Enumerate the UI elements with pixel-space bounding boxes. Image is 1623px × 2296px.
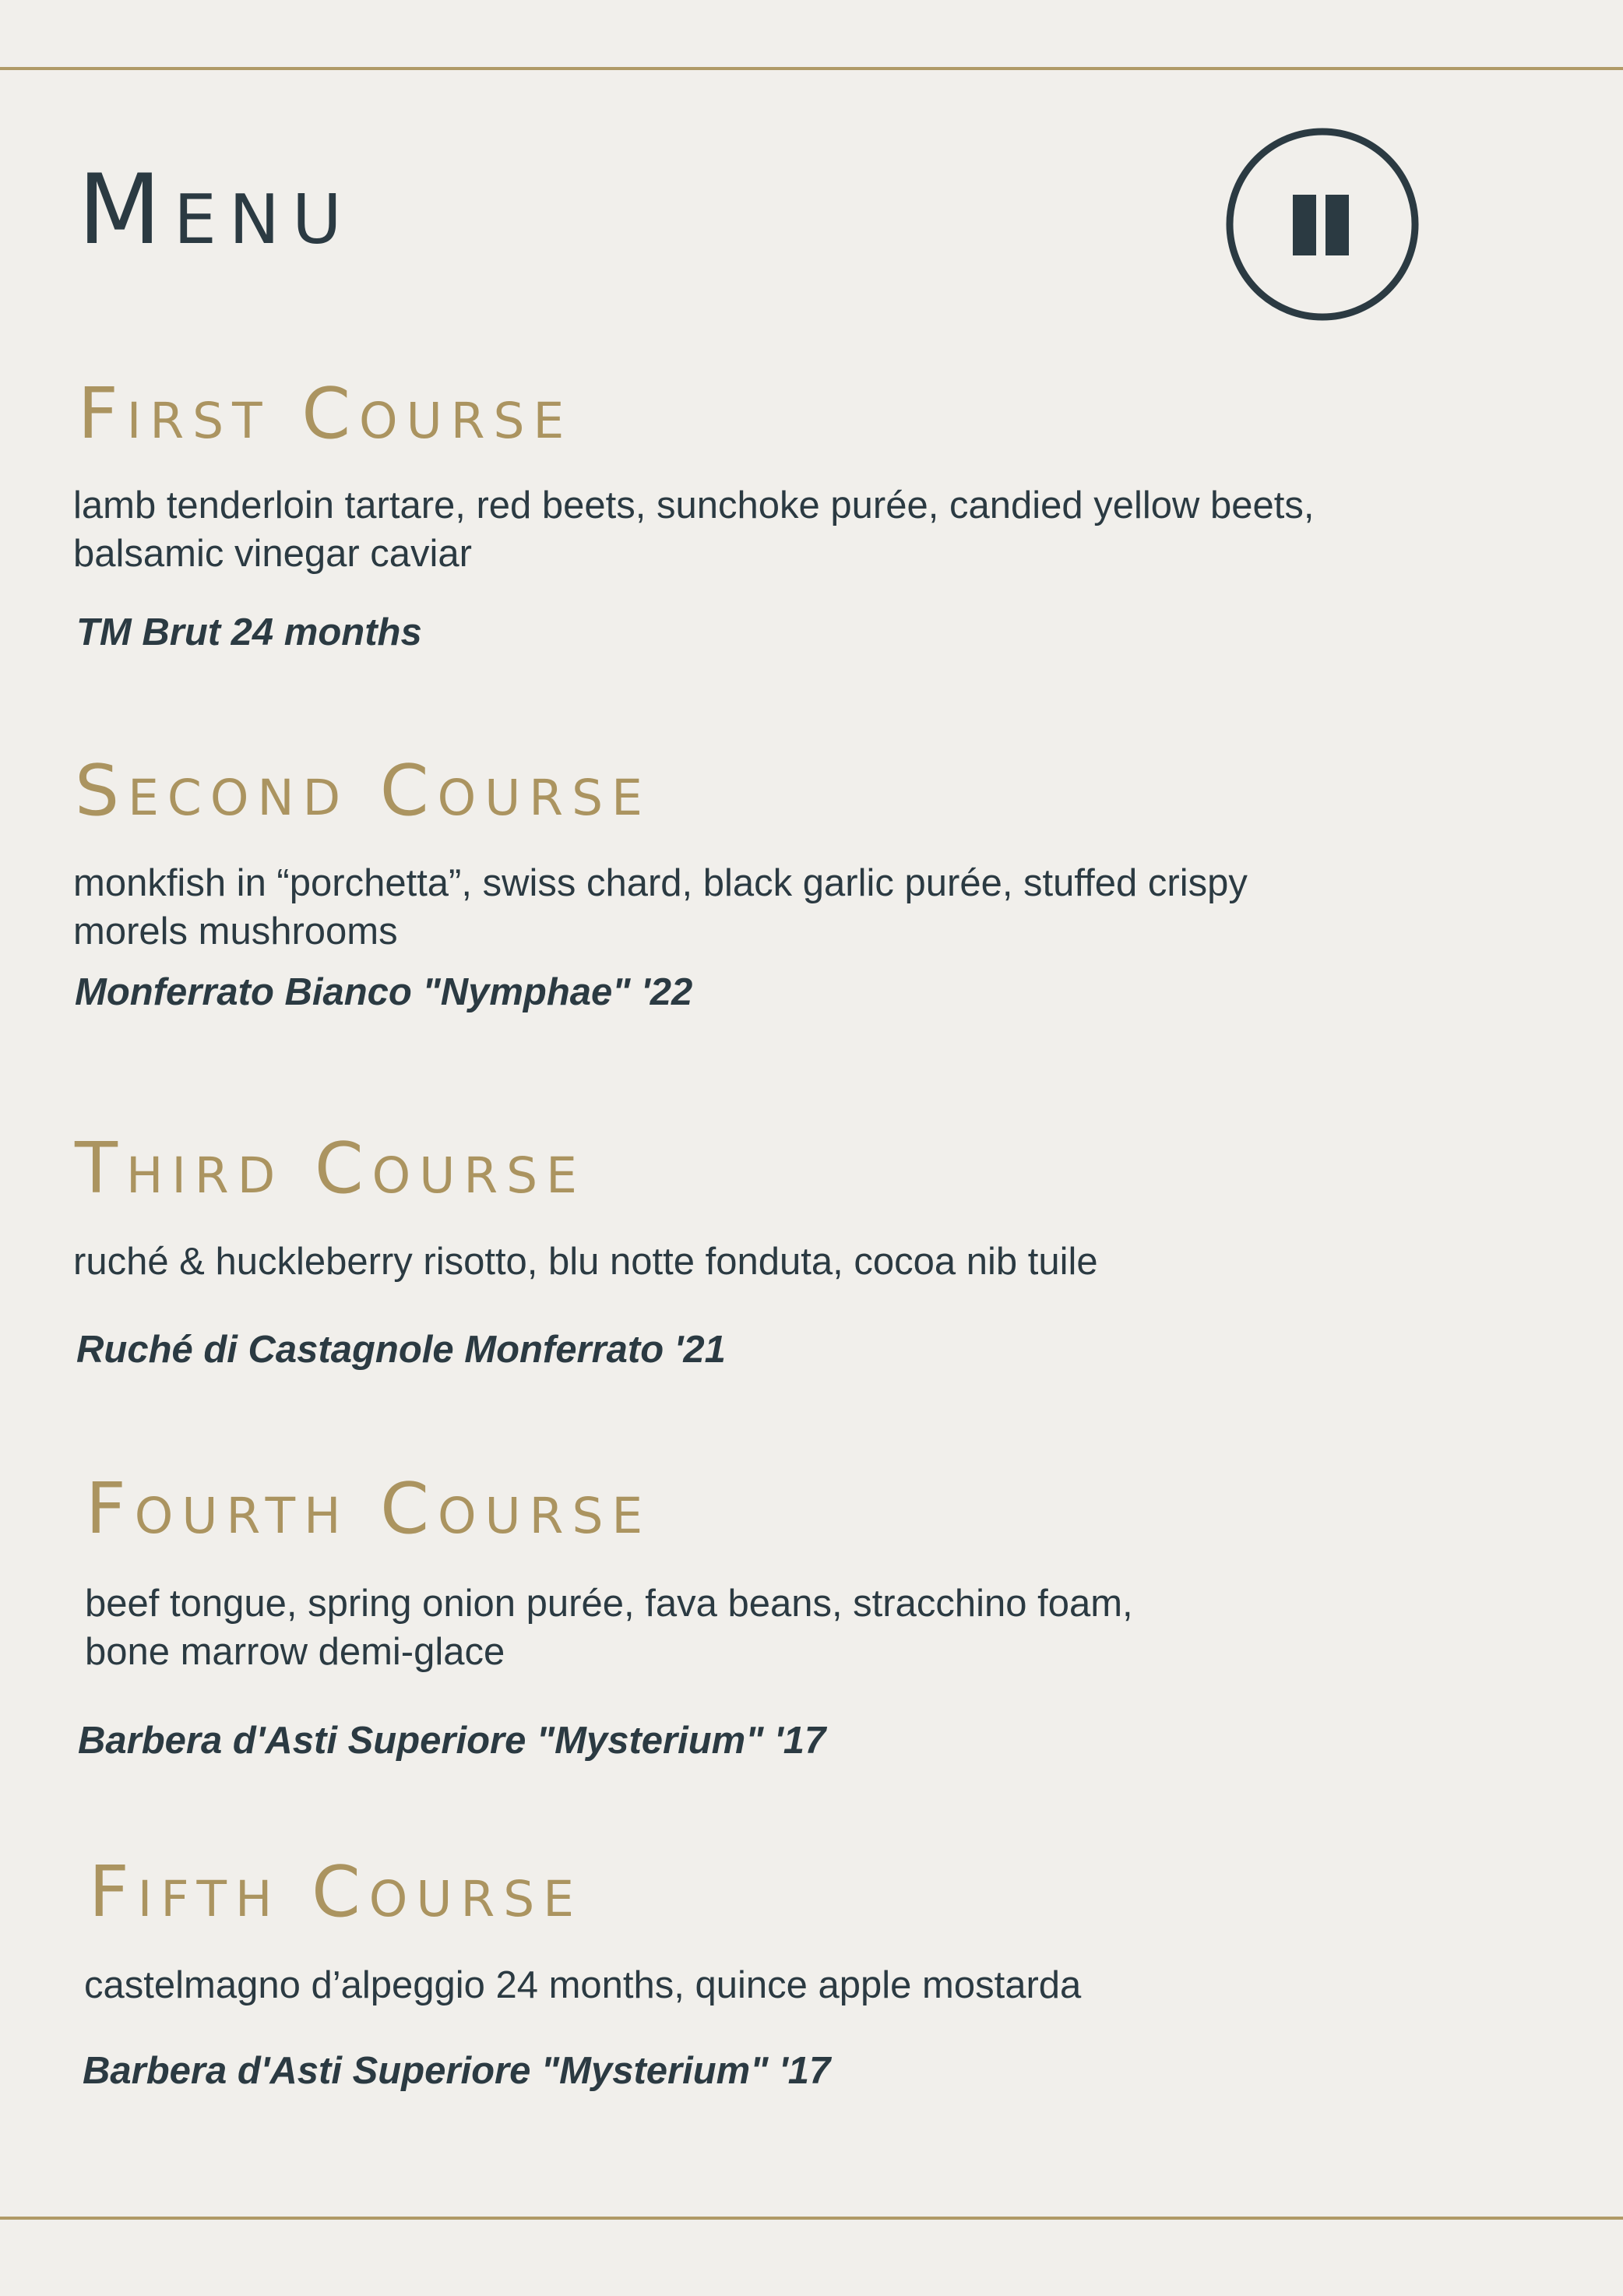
- course-fourth: [0, 1468, 1545, 1762]
- course-first: [0, 373, 1545, 653]
- course-heading: Second Course: [75, 750, 651, 832]
- course-wine: Monferrato Bianco "Nymphae" '22: [75, 971, 693, 1013]
- double-bar-circle-icon: [1224, 126, 1421, 322]
- course-dish: castelmagno d’alpeggio 24 months, quince apple mostarda: [84, 1964, 1082, 2006]
- course-heading: Fourth Course: [86, 1468, 652, 1550]
- bottom-divider: [0, 2217, 1623, 2220]
- course-wine: Barbera d'Asti Superiore "Mysterium" '17: [83, 2050, 831, 2092]
- course-second: [0, 750, 1545, 1013]
- course-third: [0, 1128, 1545, 1371]
- menu-title: Menu: [78, 154, 354, 266]
- course-heading: First Course: [78, 373, 573, 455]
- course-wine: Ruché di Castagnole Monferrato '21: [76, 1329, 726, 1371]
- course-fifth: [0, 1851, 1545, 2092]
- course-dish: beef tongue, spring onion purée, fava beans, stracchino foam, bone marrow demi-glace: [85, 1583, 1133, 1673]
- course-heading: Fifth Course: [89, 1851, 583, 1933]
- course-dish: ruché & huckleberry risotto, blu notte fonduta, cocoa nib tuile: [73, 1241, 1098, 1283]
- top-divider: [0, 67, 1623, 70]
- course-heading: Third Course: [75, 1128, 586, 1210]
- course-dish: lamb tenderloin tartare, red beets, sunchoke purée, candied yellow beets, balsamic vinegar caviar: [73, 484, 1315, 575]
- course-wine: Barbera d'Asti Superiore "Mysterium" '17: [78, 1720, 826, 1762]
- course-dish: monkfish in “porchetta”, swiss chard, black garlic purée, stuffed crispy morels mushrooms: [73, 862, 1248, 953]
- course-wine: TM Brut 24 months: [76, 611, 422, 653]
